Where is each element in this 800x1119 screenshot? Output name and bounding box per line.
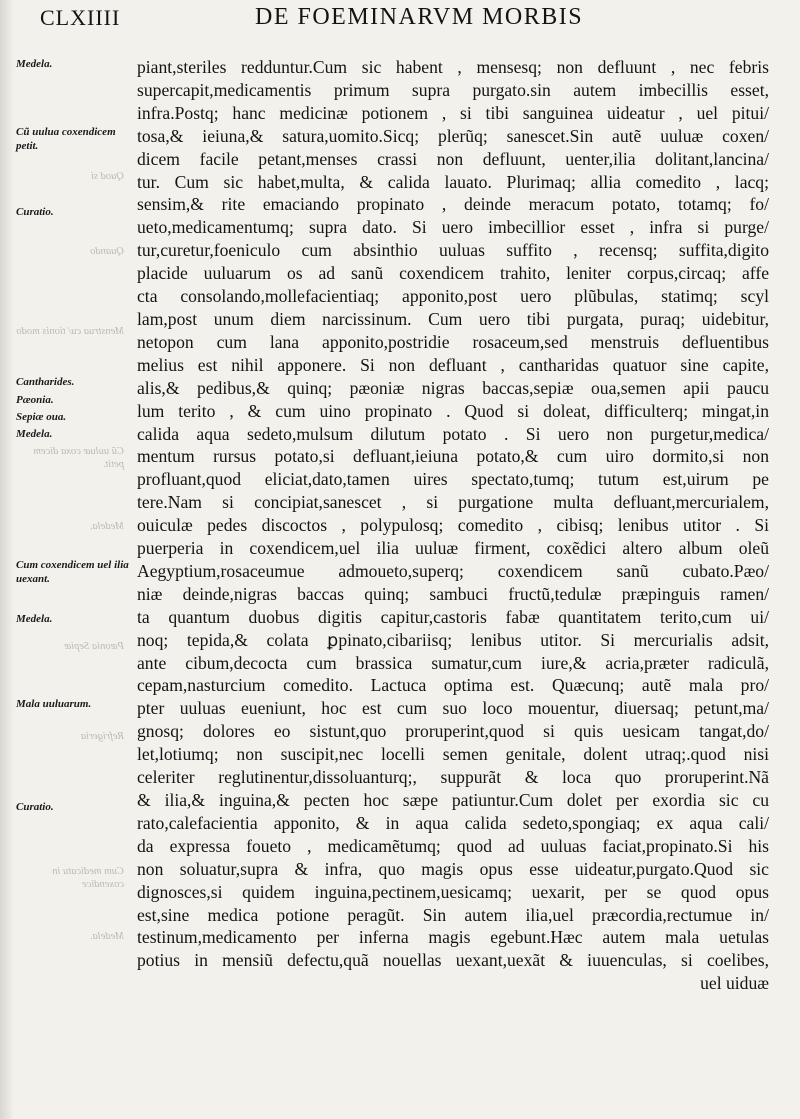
margin-note: Cum coxendicem uel ilia uexant. bbox=[16, 559, 129, 585]
text-line: Aegyptium,rosaceumue admoueto,superq; coxendicem sanũ cubato.Pæo/ bbox=[137, 560, 769, 581]
text-line: ta quantum duobus digitis capitur,castoris fabæ quantitatem terito,cum ui/ bbox=[137, 606, 769, 627]
text-line: piant,steriles redduntur.Cum sic habent , mensesq; non defluunt , nec febris bbox=[137, 57, 769, 77]
bleed-through-text: Quod si bbox=[91, 171, 124, 182]
page-number: CLXIIII bbox=[40, 5, 121, 30]
bleed-through-text: Refrigeria bbox=[80, 731, 124, 742]
text-line: testinum,medicamento per inferna magis egebunt.Hæc autem mala uetulas bbox=[137, 927, 769, 948]
text-line: placide uuluarum os ad sanũ coxendicem trahito, leniter corpus,circaq; affe bbox=[137, 263, 769, 284]
text-line: mentum rursus potato,si defluant,ieiuna potato,& cum uiro dormito,si non bbox=[137, 446, 769, 467]
text-line: let,lotiumq; non suscipit,nec locelli semen genitale, dolent utraq;.quod nisi bbox=[137, 744, 769, 765]
text-line: da expressa foueto , medicamẽtumq; quod ad uuluas faciat,propinato.Si his bbox=[137, 835, 769, 856]
main-text bbox=[137, 56, 769, 995]
margin-note: Cantharides. bbox=[16, 376, 75, 388]
text-line: noq; tepida,& colata ꝑpinato,cibariisq; lenibus utitor. Si mercurialis adsit, bbox=[137, 629, 769, 650]
margin-note: Medela. bbox=[16, 613, 53, 625]
catchword: uel uiduæ bbox=[700, 973, 769, 994]
text-line: rato,calefacientia apponito, & in aqua calida sedeto,spongiaq; ex aqua cali/ bbox=[137, 812, 769, 833]
text-line: cta consolando,mollefacientiaq; apponito,post uero plũbulas, statimq; scyl bbox=[137, 286, 769, 307]
bleed-through-text: Menstrua cu/ tionis modo bbox=[16, 326, 124, 337]
text-line: ante cibum,decocta cum brassica sumatur,cum iure,& acria,præter radiculã, bbox=[137, 652, 769, 673]
margin-note: Mala uuluarum. bbox=[16, 698, 92, 710]
margin-note: Curatio. bbox=[16, 206, 54, 218]
text-line: ueto,medicamentumq; supra dato. Si uero imbecillior esset , infra si purge/ bbox=[137, 217, 769, 238]
text-line: tosa,& ieiuna,& satura,uomito.Sicq; plerũq; sanescet.Sin autẽ uuluæ coxen/ bbox=[137, 125, 769, 146]
text-line: infra.Postq; hanc medicinæ potionem , si tibi sanguinea uideatur , uel pitui/ bbox=[137, 102, 769, 123]
text-line: tur. Cum sic habet,multa, & calida lauato. Plurimaq; allia comedito , lacq; bbox=[137, 171, 769, 192]
text-line: tere.Nam si concipiat,sanescet , si purgatione multa defluant,mercurialem, bbox=[137, 492, 769, 513]
text-line: celeriter reglutinentur,dissoluanturq;, suppurãt & loca quo proruperint.Nã bbox=[137, 767, 769, 788]
margin-note: Pæonia. bbox=[16, 394, 54, 406]
bleed-through-text: Medela. bbox=[89, 521, 124, 532]
text-line: & ilia,& inguina,& pecten hoc sæpe patiuntur.Cum dolet per exordia sic cu bbox=[137, 790, 769, 810]
bleed-through-text: Medela. bbox=[89, 931, 124, 942]
text-line: supercapit,medicamentis primum supra purgato.sin autem imbecillis esset, bbox=[137, 79, 769, 100]
bleed-through-text: Pæonia Sepiæ bbox=[64, 641, 124, 652]
text-line: dignosces,si quidem inguina,pectinem,uesicamq; uexarit, per se quod opus bbox=[137, 881, 769, 902]
margin-note: Cũ uulua coxendicem petit. bbox=[16, 126, 116, 152]
bleed-through-text: Quando bbox=[90, 246, 124, 257]
text-line: est,sine medica potione peragũt. Sin autem ilia,uel præcordia,rectumue in/ bbox=[137, 904, 769, 925]
text-line: pter uuluas eueniunt, hoc est cum suo loco mouentur, diuersaq; petunt,ma/ bbox=[137, 698, 769, 719]
text-line: ouiculæ pedes discoctos , polypulosq; comedito , cibisq; lenibus utitor . Si bbox=[137, 515, 769, 536]
text-line: tur,curetur,foeniculo cum absinthio uuluas suffito , recensq; suffita,digito bbox=[137, 240, 769, 261]
text-line: non soluatur,supra & infra, quo magis opus esse uideatur,purgato.Quod sic bbox=[137, 858, 769, 879]
margin-notes bbox=[0, 0, 130, 1119]
text-line: cepam,nasturcium comedito. Lactuca optima est. Quæcunq; autẽ mala pro/ bbox=[137, 675, 769, 696]
text-line: sensim,& rite emaciando propinato , deinde meracum potato, totamq; fo/ bbox=[137, 194, 769, 215]
text-line: melius est nihil apponere. Si non defluant , cantharidas quatuor sine capite, bbox=[137, 354, 769, 375]
text-line: lam,post unum diem narcissinum. Cum uero tibi purgata, puraq; uidebitur, bbox=[137, 308, 769, 329]
bleed-through-text: Cũ uuluæ coxa dicem petit. bbox=[33, 446, 124, 470]
text-line: alis,& pedibus,& quinq; pæoniæ nigras baccas,sepiæ oua,semen apii paucu bbox=[137, 377, 769, 398]
text-line: calida aqua sedeto,mulsum dilutum potato . Si uero non purgetur,medica/ bbox=[137, 423, 769, 444]
bleed-through-text: Cum medicatu in coxendice bbox=[52, 866, 124, 890]
running-title: DE FOEMINARVM MORBIS bbox=[255, 4, 584, 30]
text-line: potius in mensiũ defectu,quã nouellas uexant,uexãt & iuuenculas, si coelibes, bbox=[137, 950, 769, 971]
text-line: puerperia in coxendicem,uel ilia uuluæ firment, coxẽdici altero album oleũ bbox=[137, 538, 769, 559]
margin-note: Medela. bbox=[16, 58, 53, 70]
text-line: dicem facile petant,menses crassi non defluunt, uenter,ilia dolitant,lancina/ bbox=[137, 148, 769, 169]
text-line: lum terito , & cum uino propinato . Quod si doleat, difficulterq; mingat,in bbox=[137, 400, 769, 421]
text-line: gnosq; dolores eo sistunt,quo proruperint,quod si quis uesicam tangat,do/ bbox=[137, 721, 769, 742]
margin-note: Curatio. bbox=[16, 801, 54, 813]
text-line: niæ deinde,nigras baccas quinq; sambuci fructũ,tedulæ præpinguis ramen/ bbox=[137, 583, 769, 604]
text-line: profluant,quod eliciat,dato,tamen uires spectato,tumq; tutum est,uirum pe bbox=[137, 469, 769, 490]
margin-note: Sepiæ oua. bbox=[16, 411, 67, 423]
text-line: netopon cum lana apponito,postridie rosaceum,sed menstruis defluentibus bbox=[137, 331, 769, 352]
margin-note: Medela. bbox=[16, 428, 53, 440]
